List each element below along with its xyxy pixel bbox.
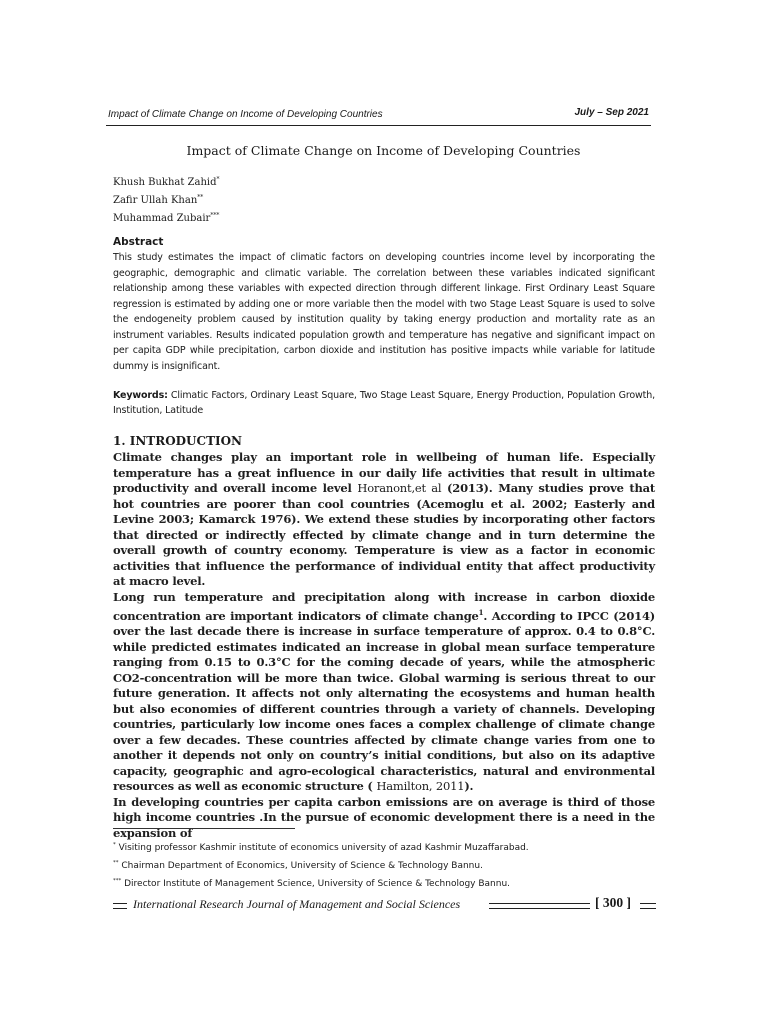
footnote: *** Director Institute of Management Science, University of Science & Technology Bannu. xyxy=(113,878,511,889)
keywords-label: Keywords: xyxy=(113,390,168,401)
section-heading: 1. INTRODUCTION xyxy=(113,434,243,448)
keywords xyxy=(113,388,655,418)
page-number: [ 300 ] xyxy=(595,895,631,910)
running-title: Impact of Climate Change on Income of Developing Countries xyxy=(108,109,383,120)
paper-title: Impact of Climate Change on Income of Developing Countries xyxy=(186,143,581,158)
citation-link: Horanont,et al xyxy=(357,481,442,495)
running-header xyxy=(106,107,651,126)
citation-link: Hamilton, 2011 xyxy=(376,779,465,794)
issue-date: July – Sep 2021 xyxy=(574,107,649,118)
footer-rule xyxy=(113,903,127,909)
page-footer xyxy=(113,895,658,913)
author-list xyxy=(113,172,220,226)
keywords-list: Climatic Factors, Ordinary Least Square, Two Stage Least Square, Energy Production, Population Growth, Institution, Latitude xyxy=(113,390,655,416)
abstract-heading: Abstract xyxy=(113,236,164,248)
journal-name: International Research Journal of Management and Social Sciences xyxy=(133,897,461,911)
author: Muhammad Zubair*** xyxy=(113,212,220,224)
author: Zafir Ullah Khan** xyxy=(113,194,204,206)
footnote: * Visiting professor Kashmir institute of economics university of azad Kashmir Muzaffarabad. xyxy=(113,842,529,853)
introduction-body xyxy=(113,450,655,841)
footnote: ** Chairman Department of Economics, University of Science & Technology Bannu. xyxy=(113,860,483,871)
footer-rule xyxy=(640,903,656,909)
footnote-rule xyxy=(113,828,295,829)
abstract-text: This study estimates the impact of climatic factors on developing countries income level by incorporating the geographic, demographic and climatic variable. The correlation between these variables indicated significant relationship among these variables with expected direction through different linkage. First Ordinary Least Square regression is estimated by adding one or more variable then the model with two Stage Least Square is used to solve the endogeneity problem caused by institution quality by taking energy production and mortality rate as an instrument variables. Results indicated population growth and temperature has negative and significant impact on per capita GDP while precipitation, carbon dioxide and institution has positive impacts while variable for latitude dummy is insignificant. xyxy=(113,252,655,372)
footnotes xyxy=(113,838,529,892)
paragraph: Long run temperature and precipitation along with increase in carbon dioxide concentration are important indicators of climate change$^1$. According to IPCC (2014) over the last decade there is increase in surface temperature of approx. 0.4 to 0.8°C. while predicted estimates indicated an increase in global mean surface temperature ranging from 0.15 to 0.3°C for the coming decade of years, while the atmospheric CO2-concentration will be more than twice. Global warming is serious threat to our future generation. It affects not only alternating the ecosystems and human health but also economies of different countries through a variety of channels. Developing countries, particularly low income ones faces a complex challenge of climate change over a few decades. These countries affected by climate change varies from one to another it depends not only on country’s initial conditions, but also on its adaptive capacity, geographic and agro-ecological characteristics, natural and environmental resources as well as economic structure ( Hamilton, 2011). xyxy=(113,589,655,794)
author: Khush Bukhat Zahid* xyxy=(113,176,220,188)
paragraph: In developing countries per capita carbon emissions are on average is third of those high income countries .In the pursue of economic development there is a need in the expansion of xyxy=(113,794,655,840)
paragraph: Climate changes play an important role in wellbeing of human life. Especially temperature has a great influence in our daily life activities that result in ultimate productivity and overall income level Horanont,et al (2013). Many studies prove that hot countries are poorer than cool countries (Acemoglu et al. 2002; Easterly and Levine 2003; Kamarck 1976). We extend these studies by incorporating other factors that directed or indirectly effected by climate change and in turn determine the overall growth of country economy. Temperature is view as a factor in economic activities that influence the performance of individual entity that affect productivity at macro level. xyxy=(113,450,656,588)
footer-rule xyxy=(489,903,590,909)
